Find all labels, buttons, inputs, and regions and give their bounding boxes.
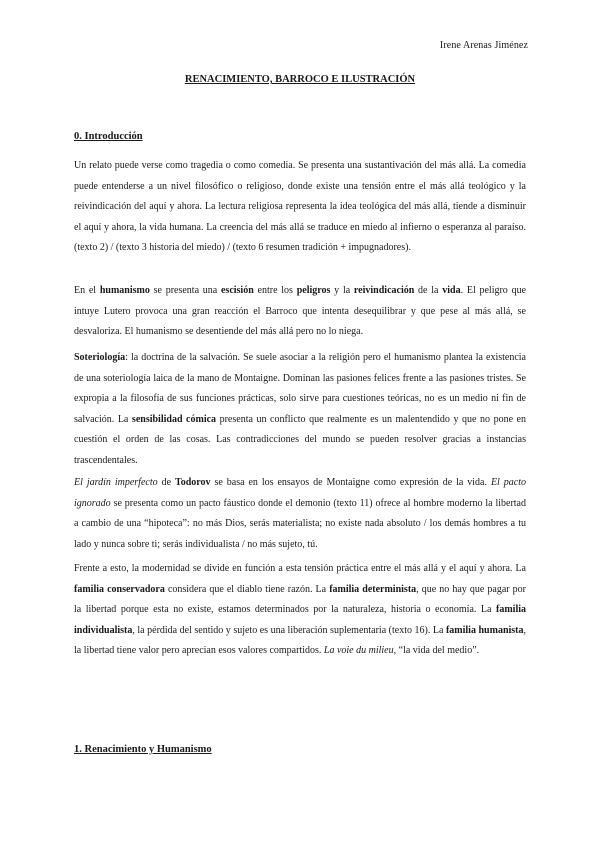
section-heading-introduccion: 0. Introducción	[74, 131, 143, 142]
document-title: RENACIMIENTO, BARROCO E ILUSTRACIÓN	[184, 74, 416, 85]
paragraph-humanismo: En el humanismo se presenta una escisión entre los peligros y la reivindicación de la vida. El peligro que intuye Lutero provoca una gran reacción el Barroco que intenta desequilibrar y que pese al más allá, se desvaloriza. El humanismo se desentiende del más allá pero no lo niega.	[74, 285, 527, 337]
paragraph-modernidad: Frente a esto, la modernidad se divide en función a esta tensión práctica entre el más allá y el aquí y ahora. La familia conservadora considera que el diablo tiene razón. La familia determinista, que no hay que pagar por la libertad porque esta no existe, estamos determinados por la naturaleza, historia o economía. La familia individualista, la pérdida del sentido y sujeto es una liberación suplementaria (texto 16). La familia humanista, la libertad tiene valor pero aprecian esos valores compartidos. La voie du milieu, “la vida del medio”.	[74, 563, 527, 656]
section-heading-renacimiento: 1. Renacimiento y Humanismo	[74, 744, 212, 755]
author-name: Irene Arenas Jiménez	[439, 40, 528, 51]
paragraph-todorov: El jardín imperfecto de Todorov se basa en los ensayos de Montaigne como expresión de la vida. El pacto ignorado se presenta como un pacto fáustico donde el demonio (texto 11) ofrece al hombre moderno la libertad a cambio de una “hipoteca”: no más Dios, serás materialista; no existe nada absoluto / los demás hombres a tu lado y nunca sobre ti; serás individualista / no más sujeto, tú.	[74, 477, 526, 550]
paragraph-intro: Un relato puede verse como tragedia o como comedia. Se presenta una sustantivación del más allá. La comedia puede entenderse a un nivel filosófico o religioso, donde existe una tensión entre el más allá teológico y la reivindicación del aquí y ahora. La lectura religiosa representa la idea teológica del más allá, tiende a disminuir el aquí y ahora, la vida humana. La creencia del más allá se traduce en miedo al infierno o esperanza al paraíso. (texto 2) / (texto 3 historia del miedo) / (texto 6 resumen tradición + impugnadores).	[74, 160, 526, 253]
paragraph-soteriologia: Soteriología: la doctrina de la salvación. Se suele asociar a la religión pero el humanismo plantea la existencia de una soteriología laica de la mano de Montaigne. Dominan las pasiones felices frente a las pasiones tristes. Se expropia a la filosofía de sus funciones prácticas, solo sirve para cuestiones teóricas, no es un medio ni fin de salvación. La sensibilidad cómica presenta un conflicto que realmente es un malentendido y que no pone en cuestión el orden de las cosas. Las contradicciones del mundo se pueden resolver gracias a instancias trascendentales.	[74, 352, 526, 466]
